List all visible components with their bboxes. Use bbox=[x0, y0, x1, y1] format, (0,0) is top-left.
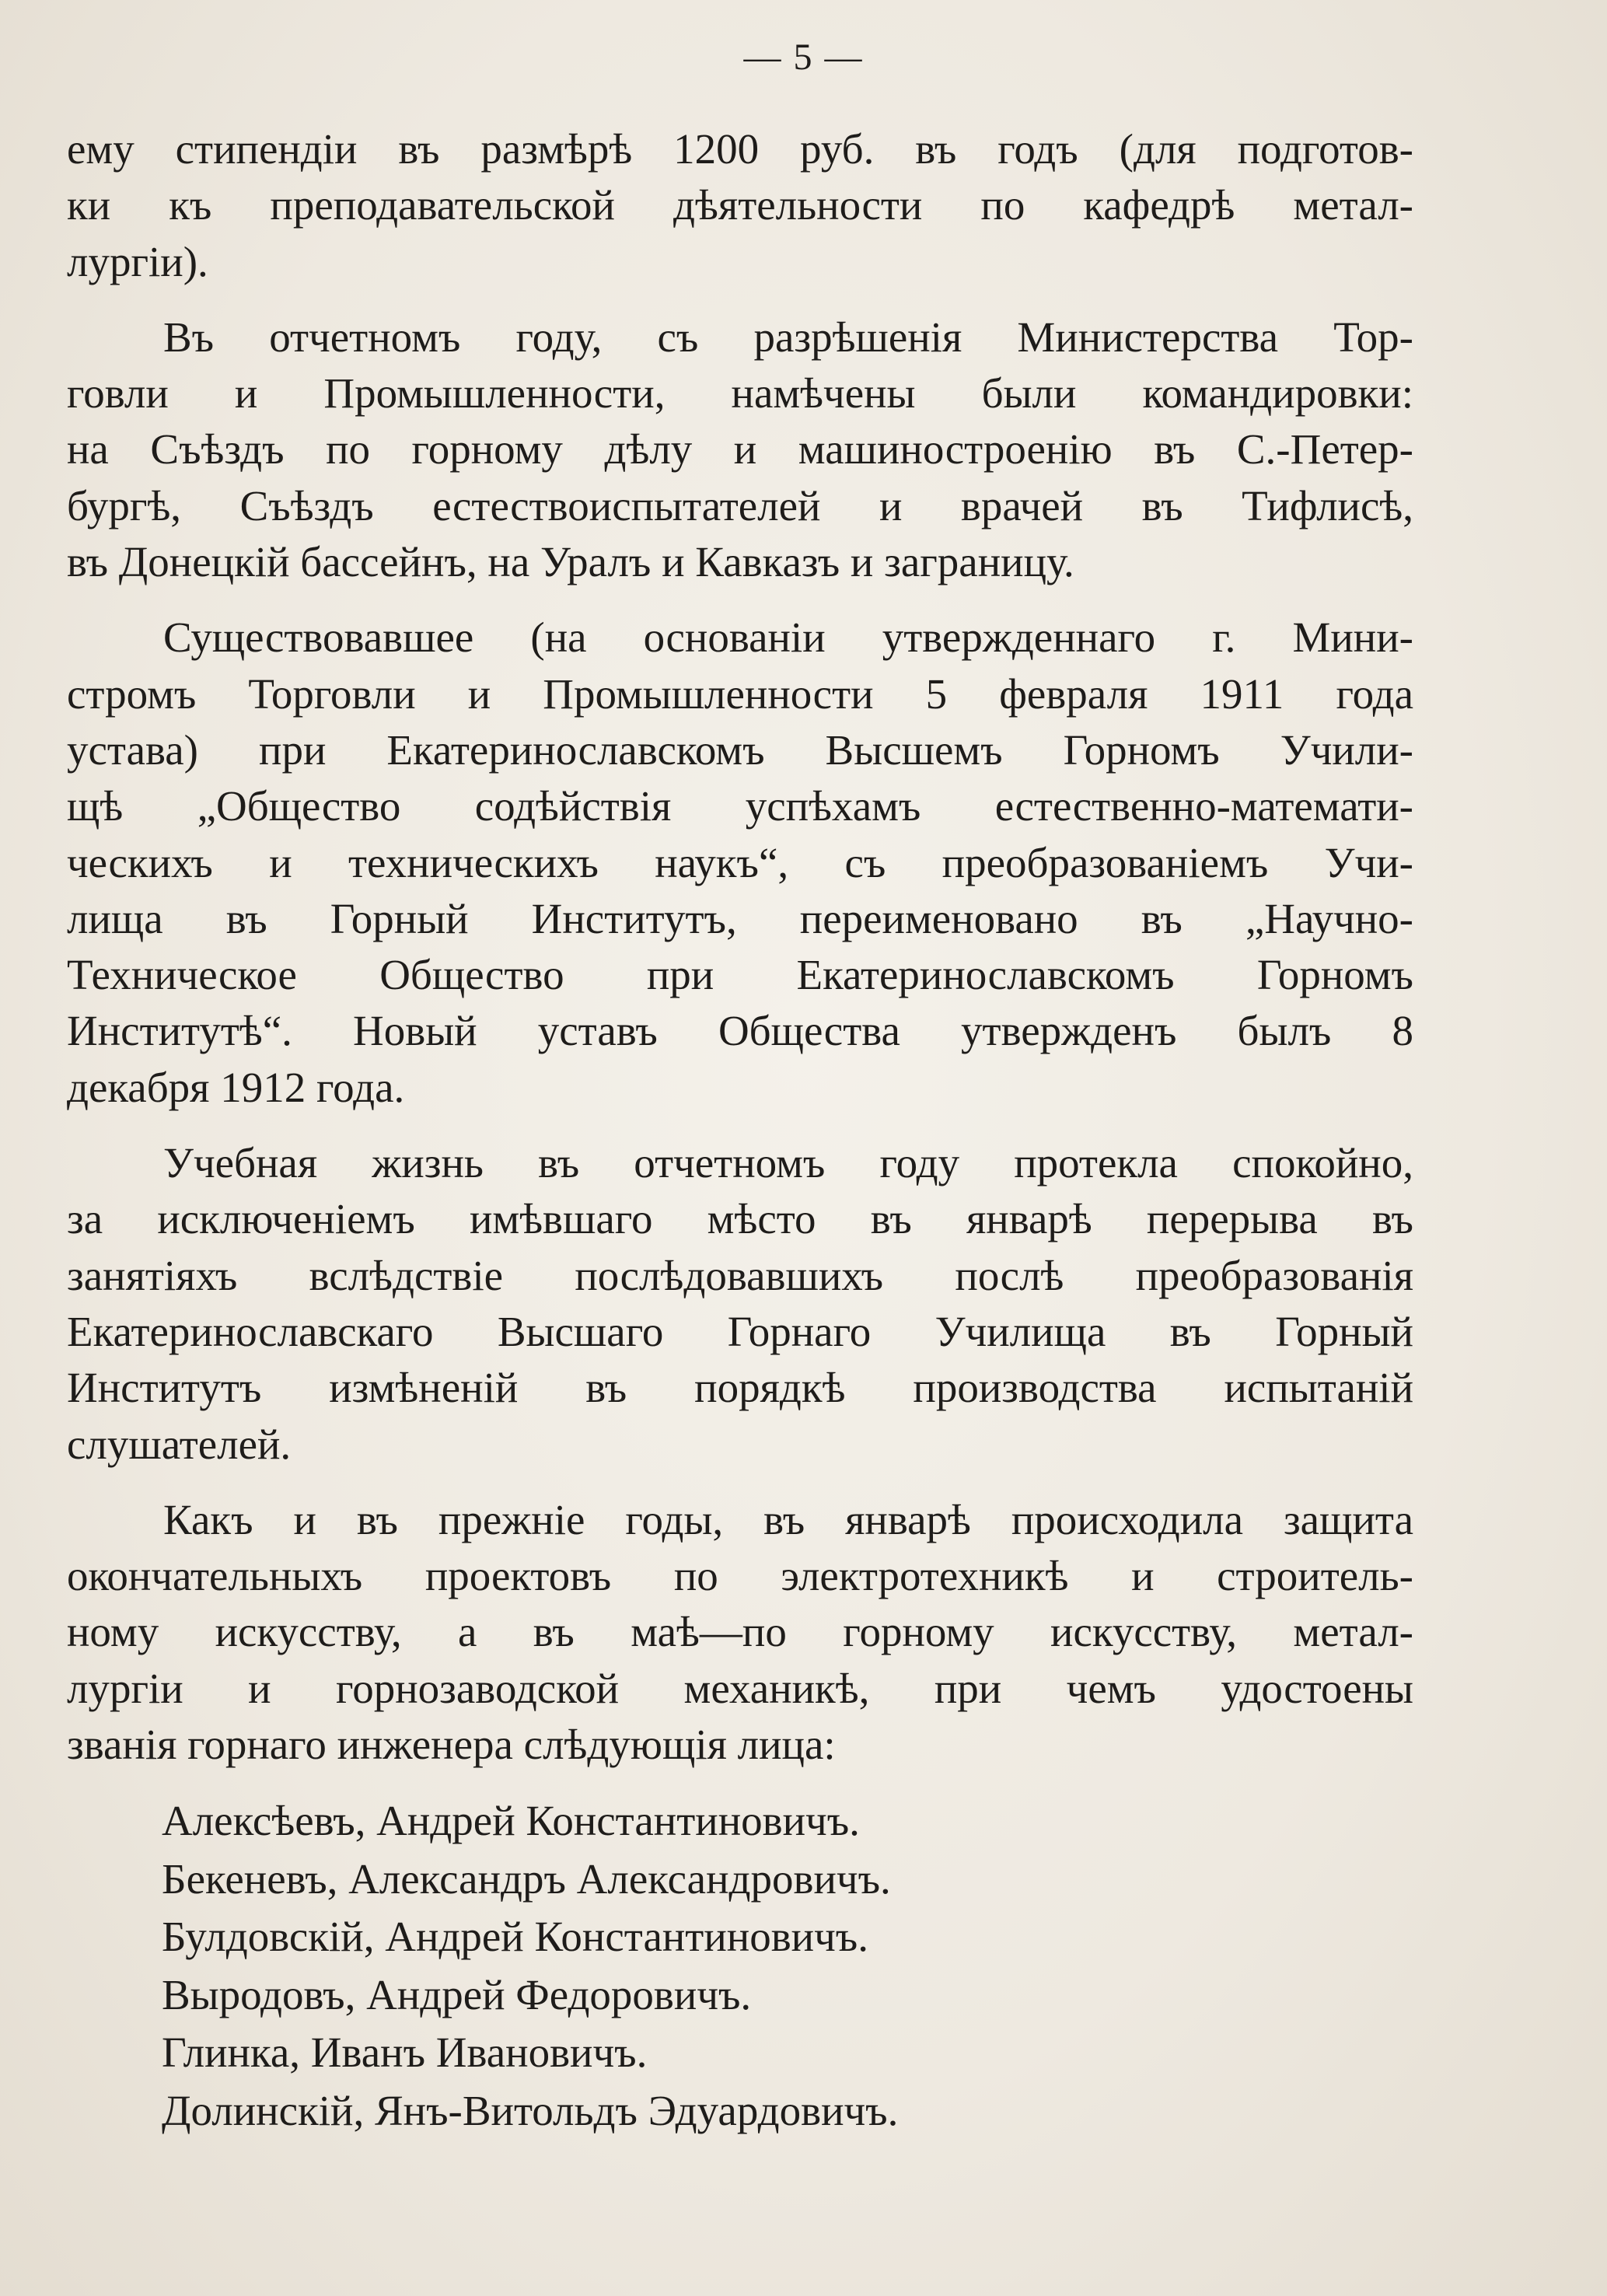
text-line: окончательныхъ проектовъ по электротехникѣ и строитель- bbox=[67, 1552, 1413, 1600]
paragraph bbox=[67, 610, 1413, 1116]
text-line: Институтъ измѣненiй въ порядкѣ производства испытанiй bbox=[67, 1364, 1413, 1412]
paragraph bbox=[67, 121, 1413, 290]
paragraph bbox=[67, 1492, 1413, 1773]
paragraph bbox=[67, 1135, 1413, 1473]
text-line: званiя горнаго инженера слѣдующiя лица: bbox=[67, 1721, 836, 1769]
text-line: лургiи). bbox=[67, 237, 208, 285]
body-text bbox=[67, 121, 1413, 2140]
text-line: декабря 1912 года. bbox=[67, 1063, 405, 1111]
text-line: Учебная жизнь въ отчетномъ году протекла спокойно, bbox=[163, 1139, 1413, 1187]
text-line: бургѣ, Съѣздъ естествоиспытателей и врачей въ Тифлисѣ, bbox=[67, 481, 1413, 529]
paragraph bbox=[67, 309, 1413, 590]
text-line: щѣ „Общество содѣйствiя успѣхамъ естественно-математи- bbox=[67, 782, 1413, 830]
text-line: лища въ Горный Институтъ, переименовано въ „Научно- bbox=[67, 894, 1413, 942]
list-item: Алексѣевъ, Андрей Константиновичъ. bbox=[162, 1797, 860, 1845]
graduate-list bbox=[67, 1792, 1413, 2140]
list-item: Глинка, Иванъ Ивановичъ. bbox=[162, 2029, 648, 2077]
text-line: ческихъ и техническихъ наукъ“, съ преобразованiемъ Учи- bbox=[67, 838, 1413, 886]
text-line: Техническое Общество при Екатеринославскомъ Горномъ bbox=[67, 951, 1413, 999]
text-line: на Съѣздъ по горному дѣлу и машиностроенiю въ С.-Петер- bbox=[67, 425, 1413, 474]
list-item: Долинскiй, Янъ-Витольдъ Эдуардовичъ. bbox=[162, 2086, 899, 2134]
text-line: занятiяхъ вслѣдствiе послѣдовавшихъ послѣ преобразованiя bbox=[67, 1251, 1413, 1299]
text-line: ному искусству, а въ маѣ—по горному искусству, метал- bbox=[67, 1608, 1413, 1656]
text-line: стромъ Торговли и Промышленности 5 февраля 1911 года bbox=[67, 669, 1413, 718]
text-line: Существовавшее (на основанiи утвержденнаго г. Мини- bbox=[163, 613, 1413, 662]
text-line: говли и Промышленности, намѣчены были командировки: bbox=[67, 369, 1413, 418]
list-item: Выродовъ, Андрей Федоровичъ. bbox=[162, 1970, 752, 2018]
text-line: ки къ преподавательской дѣятельности по кафедрѣ метал- bbox=[67, 181, 1413, 229]
text-line: Екатеринославскаго Высшаго Горнаго Училища въ Горный bbox=[67, 1307, 1413, 1355]
text-line: слушателей. bbox=[67, 1420, 292, 1468]
text-line: устава) при Екатеринославскомъ Высшемъ Горномъ Учили- bbox=[67, 725, 1413, 774]
text-line: Институтѣ“. Новый уставъ Общества утвержденъ былъ 8 bbox=[67, 1007, 1413, 1055]
text-line: лургiи и горнозаводской механикѣ, при чемъ удостоены bbox=[67, 1664, 1413, 1712]
text-line: въ Донецкiй бассейнъ, на Уралъ и Кавказъ и заграницу. bbox=[67, 538, 1074, 586]
list-item: Бекеневъ, Александръ Александровичъ. bbox=[162, 1854, 891, 1903]
text-line: за исключенiемъ имѣвшаго мѣсто въ январѣ перерыва въ bbox=[67, 1195, 1413, 1243]
text-line: Въ отчетномъ году, съ разрѣшенiя Министерства Тор- bbox=[163, 313, 1413, 361]
list-item: Булдовскiй, Андрей Константиновичъ. bbox=[162, 1913, 868, 1961]
text-line: ему стипендiи въ размѣрѣ 1200 руб. въ годъ (для подготов- bbox=[67, 125, 1413, 173]
page-number: — 5 — bbox=[743, 37, 864, 78]
text-line: Какъ и въ прежнiе годы, въ январѣ происходила защита bbox=[163, 1495, 1413, 1543]
